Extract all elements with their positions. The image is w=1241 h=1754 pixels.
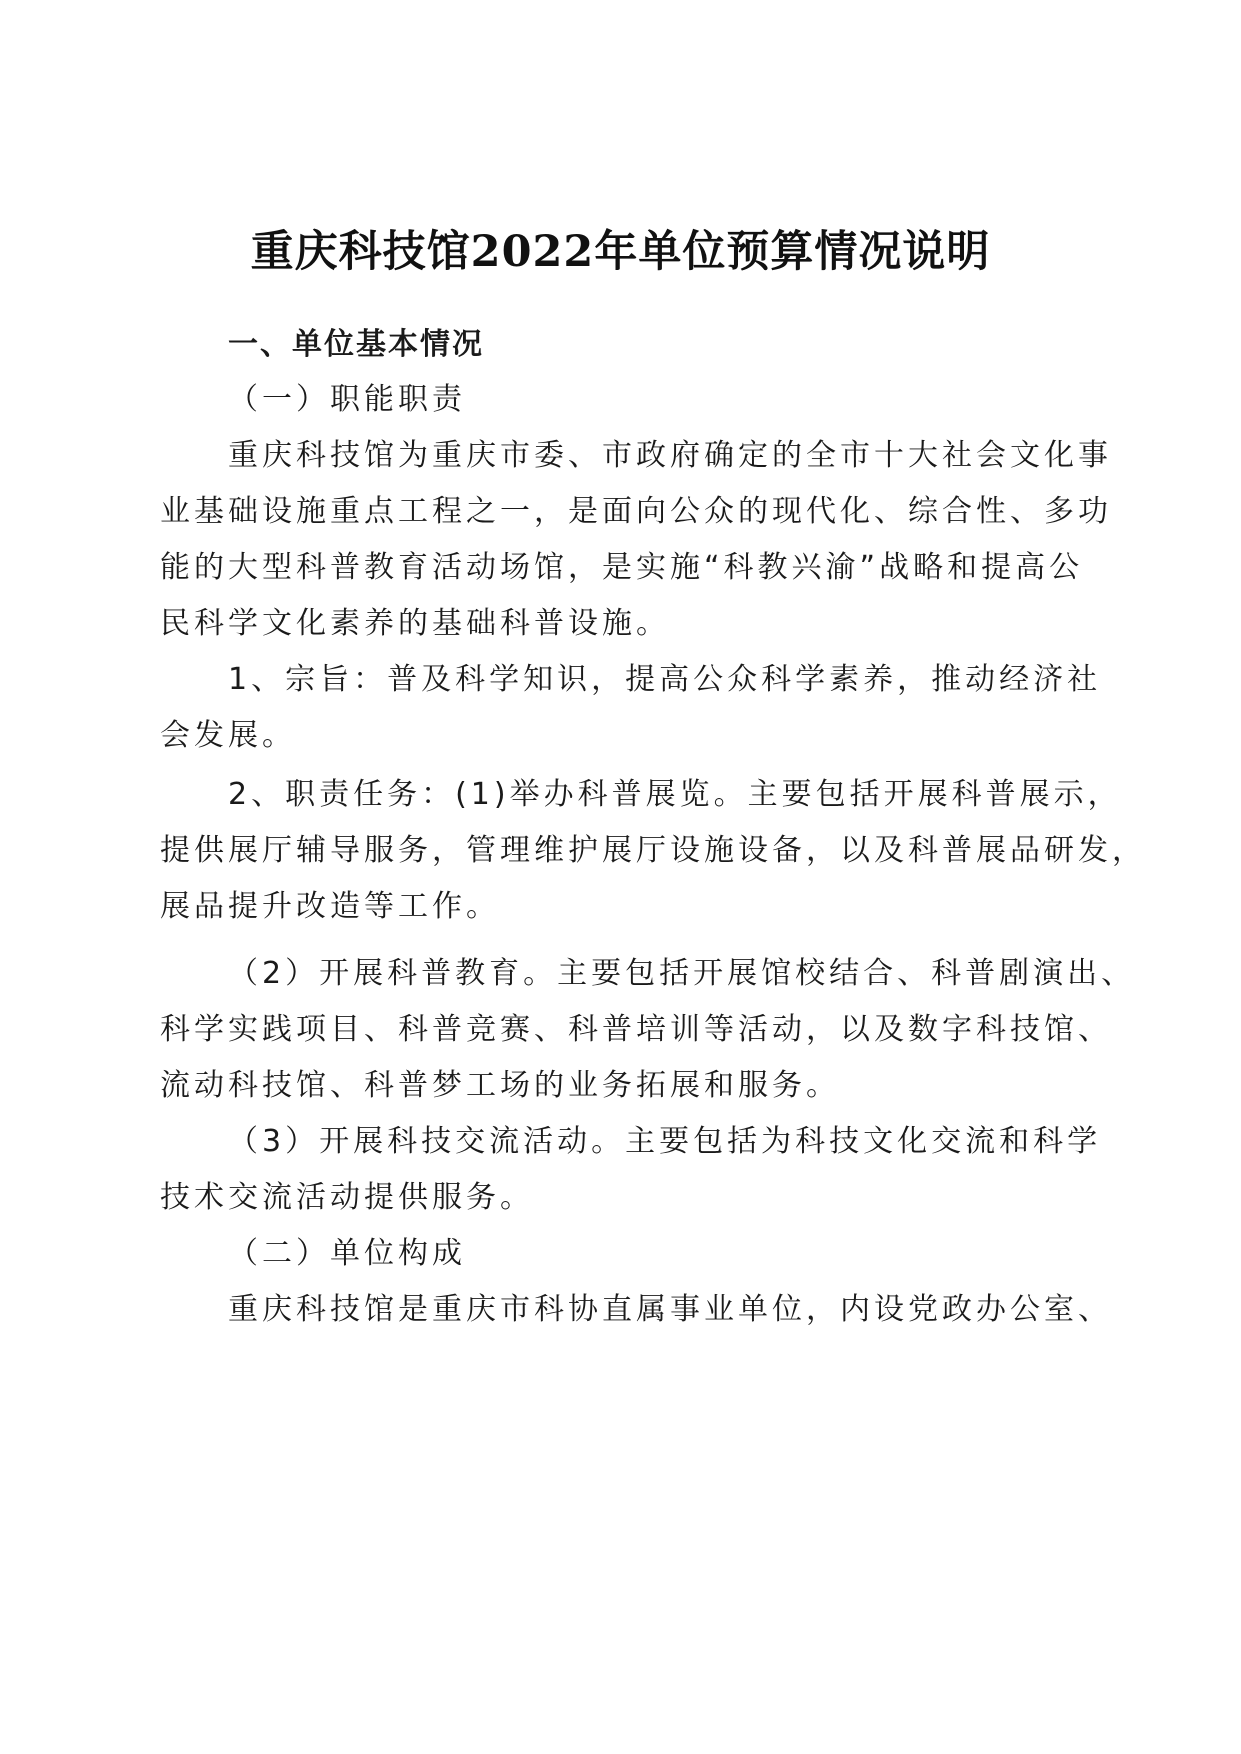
paragraph-line: 1、宗旨：普及科学知识，提高公众科学素养，推动经济社 (228, 662, 1102, 697)
paragraph-line: 技术交流活动提供服务。 (160, 1180, 534, 1215)
paragraph-line: 会发展。 (160, 718, 296, 753)
paragraph-line: 2、职责任务：(1)举办科普展览。主要包括开展科普展示， (228, 777, 1122, 812)
paragraph-line: 能的大型科普教育活动场馆，是实施“科教兴渝”战略和提高公 (160, 550, 1084, 585)
paragraph-line: 业基础设施重点工程之一，是面向公众的现代化、综合性、多功 (160, 494, 1112, 529)
document-title: 重庆科技馆2022年单位预算情况说明 (250, 227, 991, 277)
section-heading: 一、单位基本情况 (228, 327, 484, 362)
paragraph-line: 流动科技馆、科普梦工场的业务拓展和服务。 (160, 1068, 840, 1103)
paragraph-line: 重庆科技馆为重庆市委、市政府确定的全市十大社会文化事 (228, 438, 1112, 473)
paragraph-line: （2）开展科普教育。主要包括开展馆校结合、科普剧演出、 (228, 956, 1136, 991)
paragraph-line: 重庆科技馆是重庆市科协直属事业单位，内设党政办公室、 (228, 1292, 1112, 1327)
paragraph-line: 科学实践项目、科普竞赛、科普培训等活动，以及数字科技馆、 (160, 1012, 1112, 1047)
paragraph-line: 提供展厅辅导服务，管理维护展厅设施设备，以及科普展品研发， (160, 833, 1146, 868)
paragraph-line: （3）开展科技交流活动。主要包括为科技文化交流和科学 (228, 1124, 1102, 1159)
paragraph-line: 民科学文化素养的基础科普设施。 (160, 606, 670, 641)
subsection-heading: （一）职能职责 (228, 382, 466, 417)
paragraph-line: 展品提升改造等工作。 (160, 889, 500, 924)
subsection-heading: （二）单位构成 (228, 1236, 466, 1271)
